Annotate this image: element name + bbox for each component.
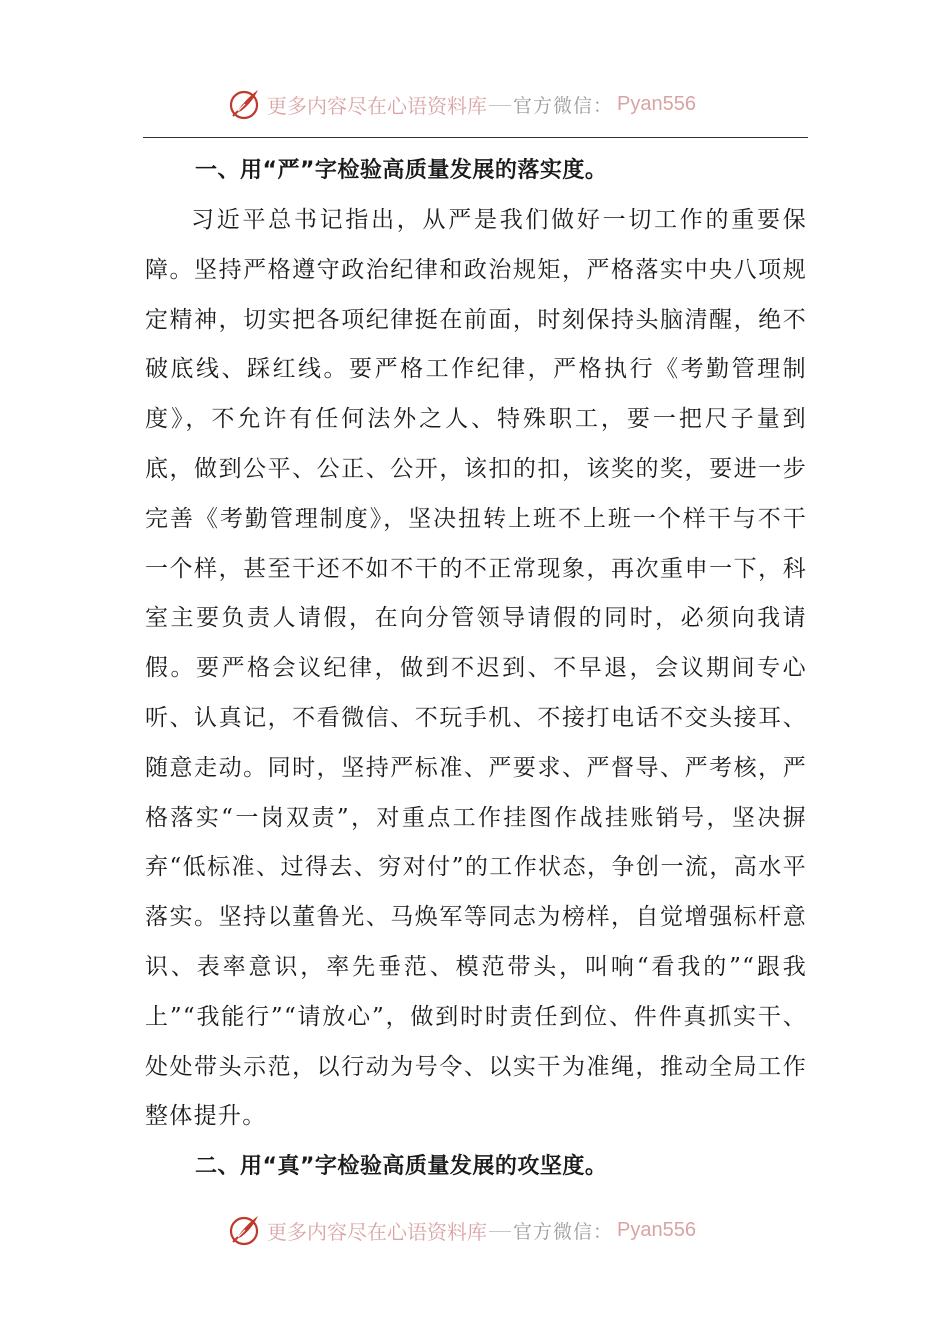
header-wechat-id: Pyan556 bbox=[617, 92, 696, 115]
header-divider bbox=[143, 137, 808, 138]
quill-pen-logo-icon bbox=[227, 1212, 263, 1248]
footer-wechat-label: 官方微信： bbox=[513, 1220, 614, 1243]
footer-banner-dash bbox=[489, 1231, 511, 1232]
header-wechat-label: 官方微信： bbox=[513, 94, 614, 117]
footer-banner-text: 更多内容尽在心语资料库 bbox=[267, 1219, 487, 1244]
page-header bbox=[0, 84, 950, 124]
header-banner-dash bbox=[489, 105, 511, 106]
document-content bbox=[145, 146, 807, 1192]
section-2-title: 二、用“真”字检验高质量发展的攻坚度。 bbox=[195, 1154, 608, 1180]
footer-banner bbox=[227, 1210, 696, 1250]
quill-pen-logo-icon bbox=[227, 86, 263, 122]
section-1-title: 一、用“严”字检验高质量发展的落实度。 bbox=[195, 158, 608, 183]
header-banner bbox=[227, 84, 696, 124]
footer-wechat-id: Pyan556 bbox=[617, 1218, 696, 1241]
section-1-body: 习近平总书记指出，从严是我们做好一切工作的重要保障。坚持严格遵守政治纪律和政治规矩，严格落实中央八项规定精神，切实把各项纪律挺在前面，时刻保持头脑清醒，绝不破底线、踩红线。要严格工作纪律，严格执行《考勤管理制度》，不允许有任何法外之人、特殊职工，要一把尺子量到底，做到公平、公正、公开，该扣的扣，该奖的奖，要进一步完善《考勤管理制度》，坚决扭转上班不上班一个样干与不干一个样，甚至干还不如不干的不正常现象，再次重申一下，科室主要负责人请假，在向分管领导请假的同时，必须向我请假。要严格会议纪律，做到不迟到、不早退，会议期间专心听、认真记，不看微信、不玩手机、不接打电话不交头接耳、随意走动。同时，坚持严标准、严要求、严督导、严考核，严格落实“一岗双责”，对重点工作挂图作战挂账销号，坚决摒弃“低标准、过得去、穷对付”的工作状态，争创一流，高水平落实。坚持以董鲁光、马焕军等同志为榜样，自觉增强标杆意识、表率意识，率先垂范、模范带头，叫响“看我的”“跟我上”“我能行”“请放心”，做到时时责任到位、件件真抓实干、处处带头示范，以行动为号令、以实干为准绳，推动全局工作整体提升。 bbox=[145, 207, 807, 1130]
page-footer bbox=[0, 1210, 950, 1250]
header-banner-text: 更多内容尽在心语资料库 bbox=[267, 93, 487, 118]
